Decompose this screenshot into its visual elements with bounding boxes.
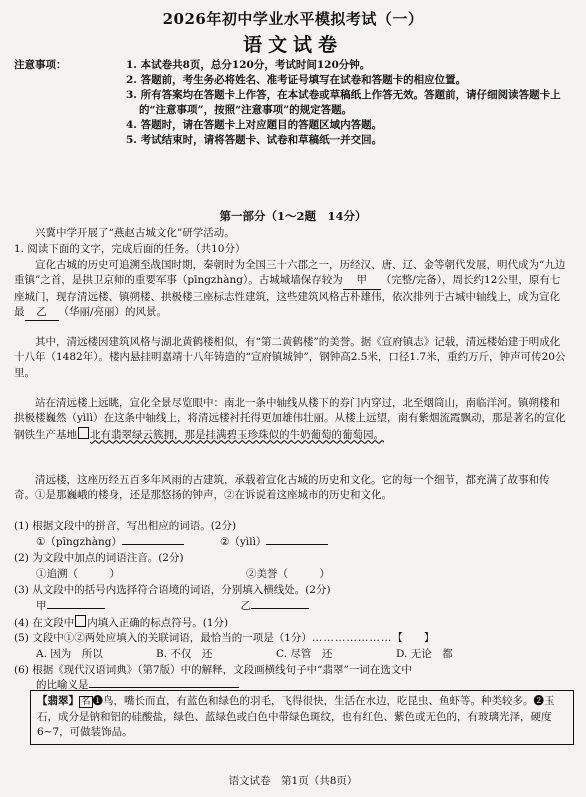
subq-3: (3) 从文段中的括号内选择符合语境的词语，分别填入横线处。(2分)	[14, 584, 331, 596]
subq-3-opt1: 甲	[36, 600, 47, 612]
subq-2-opt2: ②美誉（ ）	[246, 568, 330, 580]
dict-headword: 【翡翠】	[37, 695, 79, 707]
subq-3-opt2: 乙	[240, 600, 251, 612]
subq-5-text: (5) 文段中①②两处应填入的关联词语，最恰当的一项是（1分）	[14, 632, 312, 644]
subq-1-opt2: ②（yìlì）	[220, 536, 267, 548]
subq-2: (2) 为文段中加点的词语注音。(2分)	[14, 552, 184, 564]
dictionary-box	[30, 690, 574, 745]
subq-1-opt1: ①（pīngzhàng）	[36, 536, 123, 548]
subq-1: (1) 根据文段中的拼音，写出相应的词语。(2分)	[14, 520, 237, 532]
option-b: B. 不仅 还	[156, 648, 213, 660]
passage-paragraph-2: 其中，清远楼因建筑风格与湖北黄鹤楼相似，有“第二黄鹤楼”的美誉。据《宣府镇志》记载，清远楼始建于明成化十八年（1482年）。楼内悬挂明嘉靖十八年铸造的“宣府镇城钟”，钢钟高2.5米，口径1.7米，重约万斤，钟声可传20公里。	[14, 336, 566, 379]
answer-bracket: 【 】	[392, 632, 435, 644]
section-title: 第一部分（1～2题 14分）	[219, 209, 367, 223]
page-footer: 语文试卷 第1页（共8页）	[228, 775, 358, 787]
subq-5	[14, 631, 570, 646]
notice-item: 5. 考试结束时，请将答题卡、试卷和草稿纸一并交回。	[126, 134, 383, 146]
subq-4	[14, 615, 570, 631]
subq-6-cont	[36, 663, 556, 693]
notice-item: 4. 答题时，请在答题卡上对应题目的答题区域内答题。	[126, 119, 383, 131]
subq-2-opt1: ①追溯（ ）	[36, 568, 120, 580]
option-d: D. 无论 都	[396, 648, 453, 660]
notice-item: 1. 本试卷共8页，总分120分，考试时间120分钟。	[126, 59, 371, 71]
passage-text: （完整/完备），周长约12公里，原有七座城门，现存清远楼、镇朔楼、拱极楼三座标志性建筑，这些建筑风格古朴雄伟，依次排列于古城中轴线上，成为宣化最	[14, 274, 561, 318]
passage-text: 站在清远楼上远眺，宣化全景尽览眼中：南北一条中轴线从楼下的券门内穿过，北至烟筒山，南临洋河。镇朔楼和拱极楼巍然（yìlì）在这条中轴线上，将清远楼衬托得更加雄伟壮丽。从楼上远望，南有紫烟流霞飘动，那是著名的宣化钢铁生产基地	[14, 397, 566, 441]
passage-paragraph-1	[14, 258, 570, 321]
option-c: C. 尽管 还	[276, 648, 333, 660]
answer-line	[122, 544, 184, 545]
passage-text: （华丽/亮丽）的风景。	[58, 305, 168, 318]
subq-5-options	[36, 647, 556, 662]
subq-2-options	[36, 567, 556, 582]
dict-pos-tag: 名	[81, 696, 91, 707]
subq-4-text: 内填入正确的标点符号。(1分)	[87, 617, 229, 629]
notice-item: 3. 所有答案均在答题卡上作答，在本试卷或草稿纸上作答无效。答题前，请仔细阅读答题卡上的“注意事项”，按照“注意事项”的规定答题。	[126, 89, 561, 116]
dotted-leader: …………………	[311, 632, 393, 644]
notice-label: 注意事项：	[14, 59, 67, 71]
exam-title: 2026年初中学业水平模拟考试（一）	[162, 10, 424, 28]
subq-6-text: 的比喻义是	[36, 679, 89, 691]
subq-4-text: (4) 在文段中	[14, 617, 75, 629]
answer-line	[251, 608, 309, 609]
subq-6: (6) 根据《现代汉语词典》（第7版）中的解释，文段画横线句子中“翡翠”一词在选文中	[14, 664, 412, 676]
notice-item: 2. 答题前，考生务必将姓名、准考证号填写在试卷和答题卡的相应位置。	[126, 74, 467, 86]
dict-definition: ❶鸟，嘴长而直，有蓝色和绿色的羽毛，飞得很快，生活在水边，吃昆虫、鱼虾等。种类较多。❷玉石，成分是钠和铝的硅酸盐，绿色、蓝绿色或白色中带绿色斑纹，也有红色、紫色或无色的，有玻璃光泽，硬度6~7，可做装饰品。	[37, 695, 555, 738]
subq-1-options	[36, 535, 556, 550]
passage-paragraph-4: 清远楼，这座历经五百多年风雨的古建筑，承载着宣化古城的历史和文化。它的每一个细节，都充满了故事和传奇。①是那巍峨的楼身，还是那悠扬的钟声，②在诉说着这座城市的历史和文化。	[14, 474, 550, 502]
punctuation-box	[78, 427, 89, 439]
blank-yi: 乙	[25, 305, 59, 321]
option-a: A. 因为 所以	[36, 648, 103, 660]
subject-title: 语文试卷	[242, 34, 343, 56]
passage-text: 宣化古城的历史可追溯至战国时期，秦朝时为全国三十六郡之一，历经汉、唐、辽、金等朝代发展，明代成为“九边重镇”之首，是拱卫京师的重要军事（pīngzhàng）。古城城墙保存较为	[14, 259, 566, 287]
question1-stem: 1. 阅读下面的文字，完成后面的任务。（共10分）	[14, 243, 246, 255]
punctuation-box	[75, 615, 86, 627]
subq-3-options	[36, 599, 556, 614]
underlined-sentence: 北有翡翠绿云	[90, 428, 153, 441]
underlined-sentence-end: 簇拥，那是挂满碧玉珍珠似的牛奶葡萄的葡萄园。	[153, 428, 384, 441]
answer-line	[47, 608, 105, 609]
notice-list	[126, 58, 572, 148]
answer-line	[266, 544, 328, 545]
answer-line	[89, 687, 239, 688]
section-intro: 兴冀中学开展了“燕赵古城文化”研学活动。	[35, 227, 235, 239]
passage-paragraph-3	[14, 396, 570, 443]
blank-jia: 甲	[343, 273, 381, 289]
